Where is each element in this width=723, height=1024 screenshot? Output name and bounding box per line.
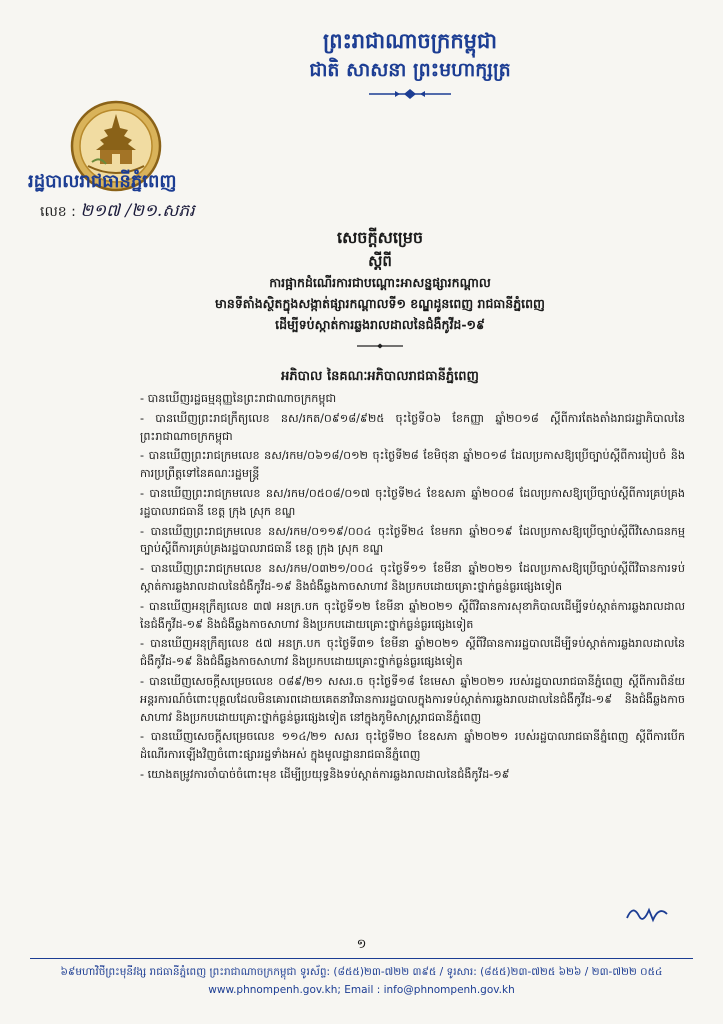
kingdom-name: ព្រះរាជាណាចក្រកម្ពុជា <box>322 28 497 53</box>
reference-label: លេខ : <box>40 204 76 220</box>
page-number: ១ <box>356 937 367 952</box>
title-about: ស្តីពី <box>368 252 392 270</box>
subject-line-2: មានទីតាំងស្ថិតក្នុងសង្កាត់ផ្សារកណ្តាលទី១ ខណ្ឌដូនពេញ រាជធានីភ្នំពេញ <box>215 296 545 311</box>
document-type: សេចក្តីសម្រេច <box>336 228 423 247</box>
reference-number <box>40 200 195 225</box>
recitals-list <box>140 390 685 786</box>
title-divider <box>355 343 405 349</box>
footer <box>30 963 693 999</box>
recital-item: - បានឃើញអនុក្រឹត្យលេខ ៥៧ អនក្រ.បក ចុះថ្ងៃទី៣១ ខែមីនា ឆ្នាំ២០២១ ស្តីពីវិធានការរដ្ឋបាលដើម្បីទប់ស្កាត់ការឆ្លងរាលដាលនៃជំងឺកូវីដ-១៩ និងជំងឺឆ្លងកាចសាហាវ និងប្រកបដោយគ្រោះថ្នាក់ធ្ងន់ធ្ងរផ្សេងទៀត <box>140 637 685 669</box>
recital-item: - បានឃើញព្រះរាជក្រមលេខ នស/រកម/០១១៩/០០៤ ចុះថ្ងៃទី២៤ ខែមករា ឆ្នាំ២០១៩ ដែលប្រកាសឱ្យប្រើច្បាប់ស្តីពីវិសោធនកម្មច្បាប់ស្តីពីការគ្រប់គ្រងរដ្ឋបាលរាជធានី ខេត្ត ក្រុង ស្រុក ខណ្ឌ <box>140 524 685 556</box>
national-motto: ជាតិ សាសនា ព្រះមហាក្សត្រ <box>309 59 511 81</box>
recital-item: - បានឃើញសេចក្តីសម្រេចលេខ ០៨៩/២១ សសរ.ច ចុះថ្ងៃទី១៨ ខែមេសា ឆ្នាំ២០២១ របស់រដ្ឋបាលរាជធានីភ្នំពេញ ស្តីពីការពិន័យអន្តរការណ៍ចំពោះបុគ្គលដែលមិនគោរពដោយគេតនាវិធានការរដ្ឋបាលក្នុងការទប់ស្កាត់ការឆ្លងរាលដាលនៃជំងឺកូវីដ-១៩ និងជំងឺឆ្លងកាចសាហាវ និងប្រកបដោយគ្រោះថ្នាក់ធ្ងន់ធ្ងរផ្សេងទៀត នៅក្នុងភូមិសាស្ត្ររាជធានីភ្នំពេញ <box>140 674 685 724</box>
recital-item: - បានឃើញអនុក្រឹត្យលេខ ៣៧ អនក្រ.បក ចុះថ្ងៃទី១២ ខែមីនា ឆ្នាំ២០២១ ស្តីពីវិធានការសុខាភិបាលដើម្បីទប់ស្កាត់ការឆ្លងរាលដាលនៃជំងឺកូវីដ-១៩ និងជំងឺឆ្លងកាចសាហាវ និងប្រកបដោយគ្រោះថ្នាក់ធ្ងន់ធ្ងរផ្សេងទៀត <box>140 599 685 631</box>
recital-item: - បានឃើញព្រះរាជក្រមលេខ នស/រកម/០៣២១/០០៤ ចុះថ្ងៃទី១១ ខែមីនា ឆ្នាំ២០២១ ដែលប្រកាសឱ្យប្រើច្បាប់ស្តីពីវិធានការទប់ស្កាត់ការឆ្លងរាលដាលនៃជំងឺកូវីដ-១៩ និងជំងឺឆ្លងកាចសាហាវ និងប្រកបដោយគ្រោះថ្នាក់ធ្ងន់ធ្ងរផ្សេងទៀត <box>140 562 685 593</box>
authority-name: រដ្ឋបាលរាជធានីភ្នំពេញ <box>28 171 177 192</box>
footer-contact-links[interactable]: www.phnompenh.gov.kh; Email : info@phnompenh.gov.kh <box>208 984 515 996</box>
decision-title <box>140 226 620 349</box>
footer-divider <box>30 958 693 959</box>
subject-line-1: ការផ្អាកដំណើរការជាបណ្តោះអាសន្នផ្សារកណ្តាល <box>269 275 491 290</box>
kingdom-header <box>220 26 600 100</box>
recital-item: - បានឃើញព្រះរាជក្រឹត្យលេខ នស/រកត/០៩១៨/៩២៥ ចុះថ្ងៃទី០៦ ខែកញ្ញា ឆ្នាំ២០១៨ ស្តីពីការតែងតាំងរាជរដ្ឋាភិបាលនៃព្រះរាជាណាចក្រកម្ពុជា <box>140 411 685 443</box>
footer-address: ៦៩មហាវិថីព្រះមុនីវង្ស រាជធានីភ្នំពេញ ព្រះរាជាណាចក្រកម្ពុជា ទូរស័ព្ទ: (៨៥៥)២៣-៧២២ ៣៩៥ / ទូរសារ: (៨៥៥)២៣-៧២៥ ៦២៦ / ២៣-៧២២ ០៥៤ <box>60 966 663 978</box>
recital-item: - បានឃើញព្រះរាជក្រមលេខ នស/រកម/០៦១៨/០១២ ចុះថ្ងៃទី២៨ ខែមិថុនា ឆ្នាំ២០១៨ ដែលប្រកាសឱ្យប្រើច្បាប់ស្តីពីការរៀបចំ និងការប្រព្រឹត្តទៅនៃគណៈរដ្ឋមន្ត្រី <box>140 449 685 481</box>
issuer-heading: អភិបាល នៃគណៈអភិបាលរាជធានីភ្នំពេញ <box>281 369 479 384</box>
reference-value: ២១៧ /២១.សភរ <box>80 201 195 221</box>
recital-item: - បានឃើញរដ្ឋធម្មនុញ្ញនៃព្រះរាជាណាចក្រកម្ពុជា <box>140 392 337 405</box>
subject-line-3: ដើម្បីទប់ស្កាត់ការឆ្លងរាលដាលនៃជំងឺកូវីដ-១៩ <box>275 317 485 332</box>
recital-item: - បានឃើញសេចក្តីសម្រេចលេខ ១១៤/២១ សសរ ចុះថ្ងៃទី២០ ខែឧសភា ឆ្នាំ២០២១ របស់រដ្ឋបាលរាជធានីភ្នំពេញ ស្តីពីការបើកដំណើរការឡើងវិញចំពោះផ្សាររដ្ឋទាំងអស់ ក្នុងមូលដ្ឋានរាជធានីភ្នំពេញ <box>140 730 685 762</box>
ornament-divider <box>365 88 455 100</box>
recital-item: - បានឃើញព្រះរាជក្រមលេខ នស/រកម/០៥០៨/០១៧ ចុះថ្ងៃទី២៤ ខែឧសភា ឆ្នាំ២០០៨ ដែលប្រកាសឱ្យប្រើច្បាប់ស្តីពីការគ្រប់គ្រងរដ្ឋបាលរាជធានី ខេត្ត ក្រុង ស្រុក ខណ្ឌ <box>140 486 685 518</box>
recital-item: - យោងតម្រូវការចាំបាច់ចំពោះមុខ ដើម្បីប្រយុទ្ធនិងទប់ស្កាត់ការឆ្លងរាលដាលនៃជំងឺកូវីដ-១៩ <box>140 767 510 781</box>
handwritten-initial <box>623 900 673 926</box>
